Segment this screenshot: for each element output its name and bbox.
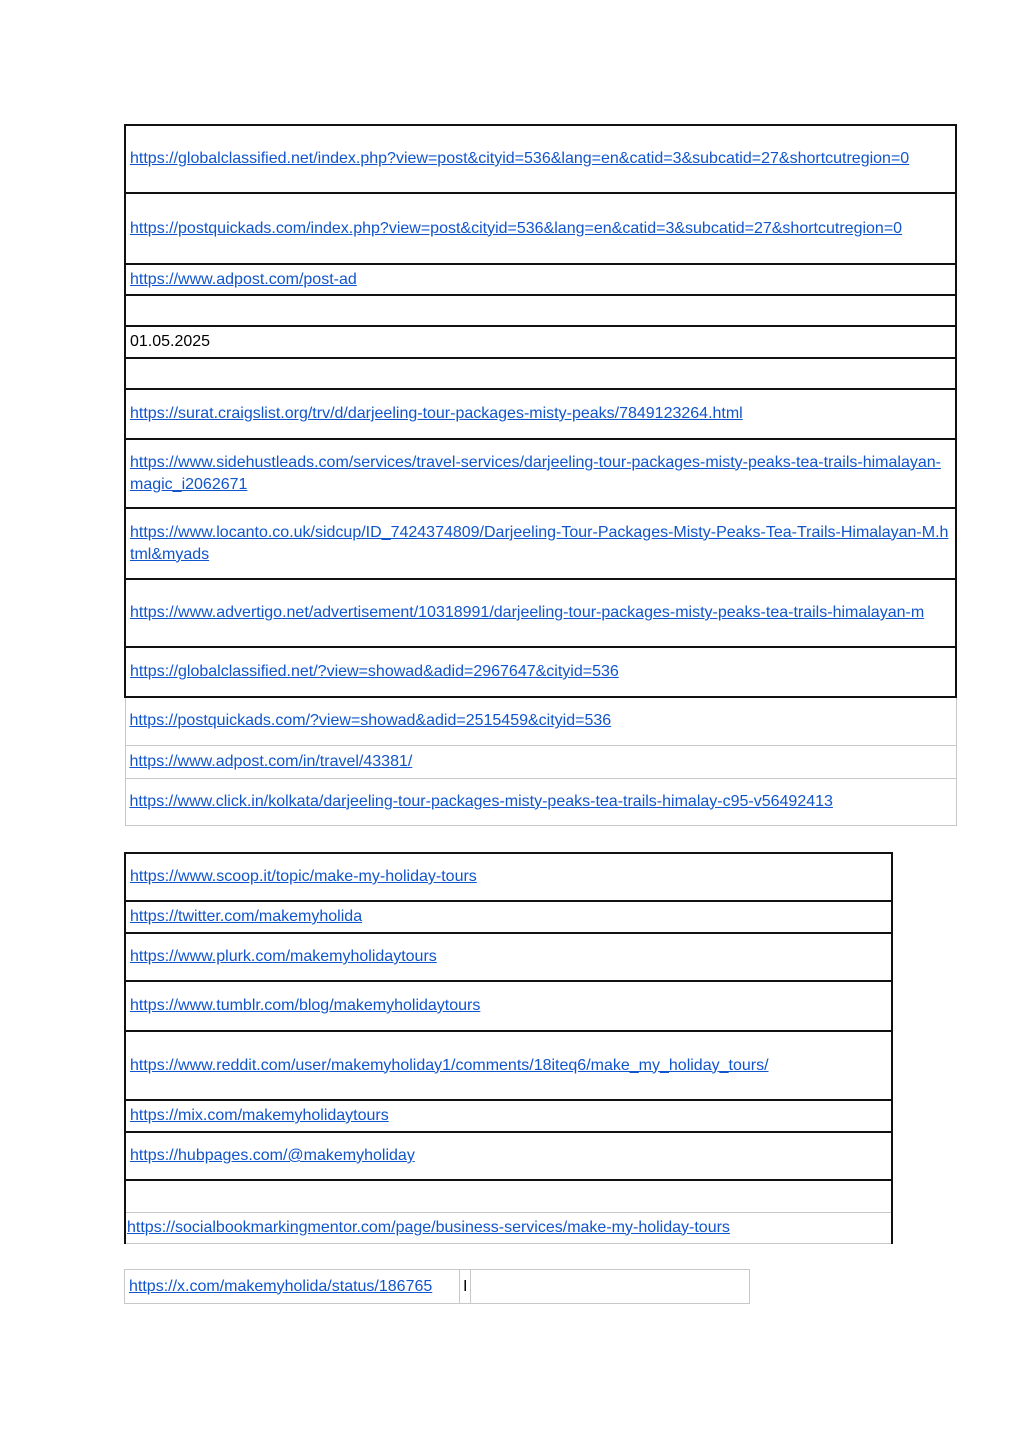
table-cell xyxy=(125,901,892,933)
link[interactable]: https://www.adpost.com/in/travel/43381/ xyxy=(129,752,413,770)
link[interactable]: https://www.tumblr.com/blog/makemyholidaytours xyxy=(130,997,481,1014)
table-cell xyxy=(125,1132,892,1180)
table-cell xyxy=(125,778,956,825)
table-cell xyxy=(460,1270,471,1304)
table-cell xyxy=(125,264,956,295)
link[interactable]: https://www.locanto.co.uk/sidcup/ID_7424374809/Darjeeling-Tour-Packages-Misty-Peaks-Tea-Trails-Himalayan-M.html&myads xyxy=(130,523,949,563)
link[interactable]: https://globalclassified.net/index.php?view=post&cityid=536&lang=en&catid=3&subcatid=27&shortcutregion=0 xyxy=(130,150,910,167)
link[interactable]: https://globalclassified.net/?view=showad&adid=2967647&cityid=536 xyxy=(130,663,619,680)
link[interactable]: https://www.advertigo.net/advertisement/10318991/darjeeling-tour-packages-misty-peaks-tea-trails-himalayan-m xyxy=(130,604,925,621)
link[interactable]: https://surat.craigslist.org/trv/d/darjeeling-tour-packages-misty-peaks/7849123264.html xyxy=(130,405,743,422)
link[interactable]: https://x.com/makemyholida/status/186765 xyxy=(129,1277,433,1295)
table-cell xyxy=(125,745,956,778)
link[interactable]: https://www.reddit.com/user/makemyholiday1/comments/18iteq6/make_my_holiday_tours/ xyxy=(130,1056,769,1074)
link[interactable]: https://mix.com/makemyholidaytours xyxy=(130,1107,389,1124)
table-cell xyxy=(125,1031,892,1100)
table-cell xyxy=(125,647,956,697)
table-cell xyxy=(125,1100,892,1132)
table-cell xyxy=(125,295,956,326)
link[interactable]: https://www.click.in/kolkata/darjeeling-tour-packages-misty-peaks-tea-trails-himalay-c95-v56492413 xyxy=(129,792,833,810)
table-cell xyxy=(125,579,956,647)
table-cell xyxy=(125,193,956,264)
link[interactable]: https://www.adpost.com/post-ad xyxy=(130,270,357,288)
links-table-3 xyxy=(124,1269,750,1304)
table-cell xyxy=(125,389,956,439)
link[interactable]: https://www.plurk.com/makemyholidaytours xyxy=(130,948,437,965)
link[interactable]: https://postquickads.com/?view=showad&adid=2515459&cityid=536 xyxy=(129,712,612,730)
table-cell xyxy=(125,853,892,901)
table-cell xyxy=(125,125,956,193)
link[interactable]: https://postquickads.com/index.php?view=post&cityid=536&lang=en&catid=3&subcatid=27&shortcutregion=0 xyxy=(130,219,903,237)
link[interactable]: https://www.scoop.it/topic/make-my-holiday-tours xyxy=(130,868,477,885)
table-cell xyxy=(125,508,956,579)
link[interactable]: https://twitter.com/makemyholida xyxy=(130,908,363,925)
cell-text: I xyxy=(463,1277,468,1295)
table-cell xyxy=(125,358,956,389)
table-cell xyxy=(125,439,956,508)
table-cell xyxy=(125,981,892,1031)
link[interactable]: https://www.sidehustleads.com/services/travel-services/darjeeling-tour-packages-misty-peaks-tea-trails-himalayan-magic_i2062671 xyxy=(130,453,941,493)
table-cell xyxy=(125,1180,892,1212)
table-cell xyxy=(125,326,956,358)
link[interactable]: https://hubpages.com/@makemyholiday xyxy=(130,1147,415,1164)
table-cell xyxy=(125,697,956,745)
link[interactable]: https://socialbookmarkingmentor.com/page/business-services/make-my-holiday-tours xyxy=(127,1218,730,1236)
table-cell xyxy=(471,1270,750,1304)
links-table-2 xyxy=(124,852,893,1244)
table-cell xyxy=(125,1270,460,1304)
date-text: 01.05.2025 xyxy=(130,333,211,350)
table-cell xyxy=(125,933,892,981)
table-cell xyxy=(125,1212,892,1243)
links-table-1 xyxy=(124,124,957,826)
